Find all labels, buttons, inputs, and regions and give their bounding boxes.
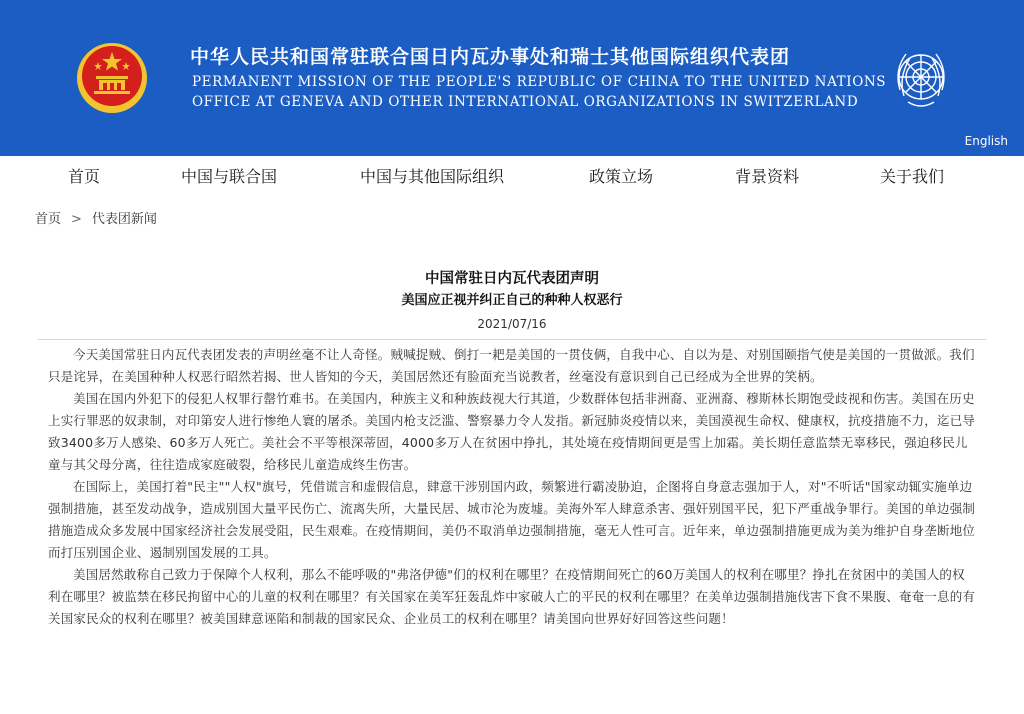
nav-item-policy[interactable]: 政策立场 bbox=[589, 167, 654, 186]
nav-item-background[interactable]: 背景资料 bbox=[735, 167, 800, 186]
national-emblem-icon[interactable] bbox=[76, 40, 148, 116]
article-title: 中国常驻日内瓦代表团声明 bbox=[425, 271, 599, 287]
breadcrumb-home-link[interactable]: 首页 bbox=[35, 212, 62, 227]
article-date: 2021/07/16 bbox=[477, 317, 547, 331]
article bbox=[38, 268, 986, 630]
site-title-english-line2: OFFICE AT GENEVA AND OTHER INTERNATIONAL ORGANIZATIONS IN SWITZERLAND bbox=[192, 94, 859, 110]
nav-item-other-organizations[interactable]: 中国与其他国际组织 bbox=[360, 167, 505, 186]
article-paragraph: 今天美国常驻日内瓦代表团发表的声明丝毫不让人奇怪。贼喊捉贼、倒打一耙是美国的一贯伎俩，自我中心、自以为是、对别国颐指气使是美国的一贯做派。我们只是诧异，在美国种种人权恶行昭然若揭、世人皆知的今天，美国居然还有脸面充当说教者，丝毫没有意识到自己已经成为全世界的笑柄。 bbox=[48, 347, 975, 384]
article-divider bbox=[38, 339, 986, 340]
article-paragraph: 美国在国内外犯下的侵犯人权罪行罄竹难书。在美国内，种族主义和种族歧视大行其道，少数群体包括非洲裔、亚洲裔、穆斯林长期饱受歧视和伤害。美国在历史上实行罪恶的奴隶制，对印第安人进行惨绝人寰的屠杀。美国内枪支泛滥、警察暴力令人发指。新冠肺炎疫情以来，美国漠视生命权、健康权，抗疫措施不力，迄已导致3400多万人感染、60多万人死亡。美社会不平等根深蒂固，4000多万人在贫困中挣扎，其处境在疫情期间更是雪上加霜。美长期任意监禁无辜移民，强迫移民儿童与其父母分离，往往造成家庭破裂，给移民儿童造成终生伤害。 bbox=[48, 391, 976, 472]
site-header bbox=[0, 0, 1024, 156]
breadcrumb bbox=[35, 208, 157, 227]
article-paragraph: 美国居然敢称自己致力于保障个人权利，那么不能呼吸的"弗洛伊德"们的权利在哪里？在疫情期间死亡的60万美国人的权利在哪里？挣扎在贫困中的美国人的权利在哪里？被监禁在移民拘留中心的儿童的权利在哪里？有关国家在美军狂轰乱炸中家破人亡的平民的权利在哪里？在美单边强制措施伐害下食不果腹、奄奄一息的有关国家民众的权利在哪里？被美国肆意诬陷和制裁的国家民众、企业员工的权利在哪里？请美国向世界好好回答这些问题！ bbox=[48, 567, 976, 626]
article-subtitle: 美国应正视并纠正自己的种种人权恶行 bbox=[401, 293, 623, 308]
nav-item-home[interactable]: 首页 bbox=[68, 167, 101, 186]
nav-item-china-and-un[interactable]: 中国与联合国 bbox=[181, 167, 278, 186]
main-navigation bbox=[0, 156, 1024, 196]
breadcrumb-current-link[interactable]: 代表团新闻 bbox=[91, 212, 157, 227]
nav-item-about-us[interactable]: 关于我们 bbox=[880, 167, 945, 186]
un-emblem-icon bbox=[884, 40, 958, 114]
article-body bbox=[38, 344, 986, 630]
english-language-link[interactable]: English bbox=[964, 134, 1008, 148]
site-title-chinese: 中华人民共和国常驻联合国日内瓦办事处和瑞士其他国际组织代表团 bbox=[190, 46, 791, 68]
breadcrumb-separator: > bbox=[71, 212, 82, 227]
site-title-english-line1: PERMANENT MISSION OF THE PEOPLE'S REPUBLIC OF CHINA TO THE UNITED NATIONS bbox=[192, 74, 887, 90]
article-paragraph: 在国际上，美国打着"民主""人权"旗号，凭借谎言和虚假信息，肆意干涉别国内政，频繁进行霸凌胁迫，企图将自身意志强加于人，对"不听话"国家动辄实施单边强制措施，甚至发动战争，造成别国大量平民伤亡、流离失所，大量民居、城市沦为废墟。美海外军人肆意杀害、强奸别国平民，犯下严重战争罪行。美国的单边强制措施造成众多发展中国家经济社会发展受阻，民生艰难。在疫情期间，美仍不取消单边强制措施，毫无人性可言。近年来，单边强制措施更成为美为维护自身垄断地位而打压别国企业、遏制别国发展的工具。 bbox=[48, 479, 976, 560]
